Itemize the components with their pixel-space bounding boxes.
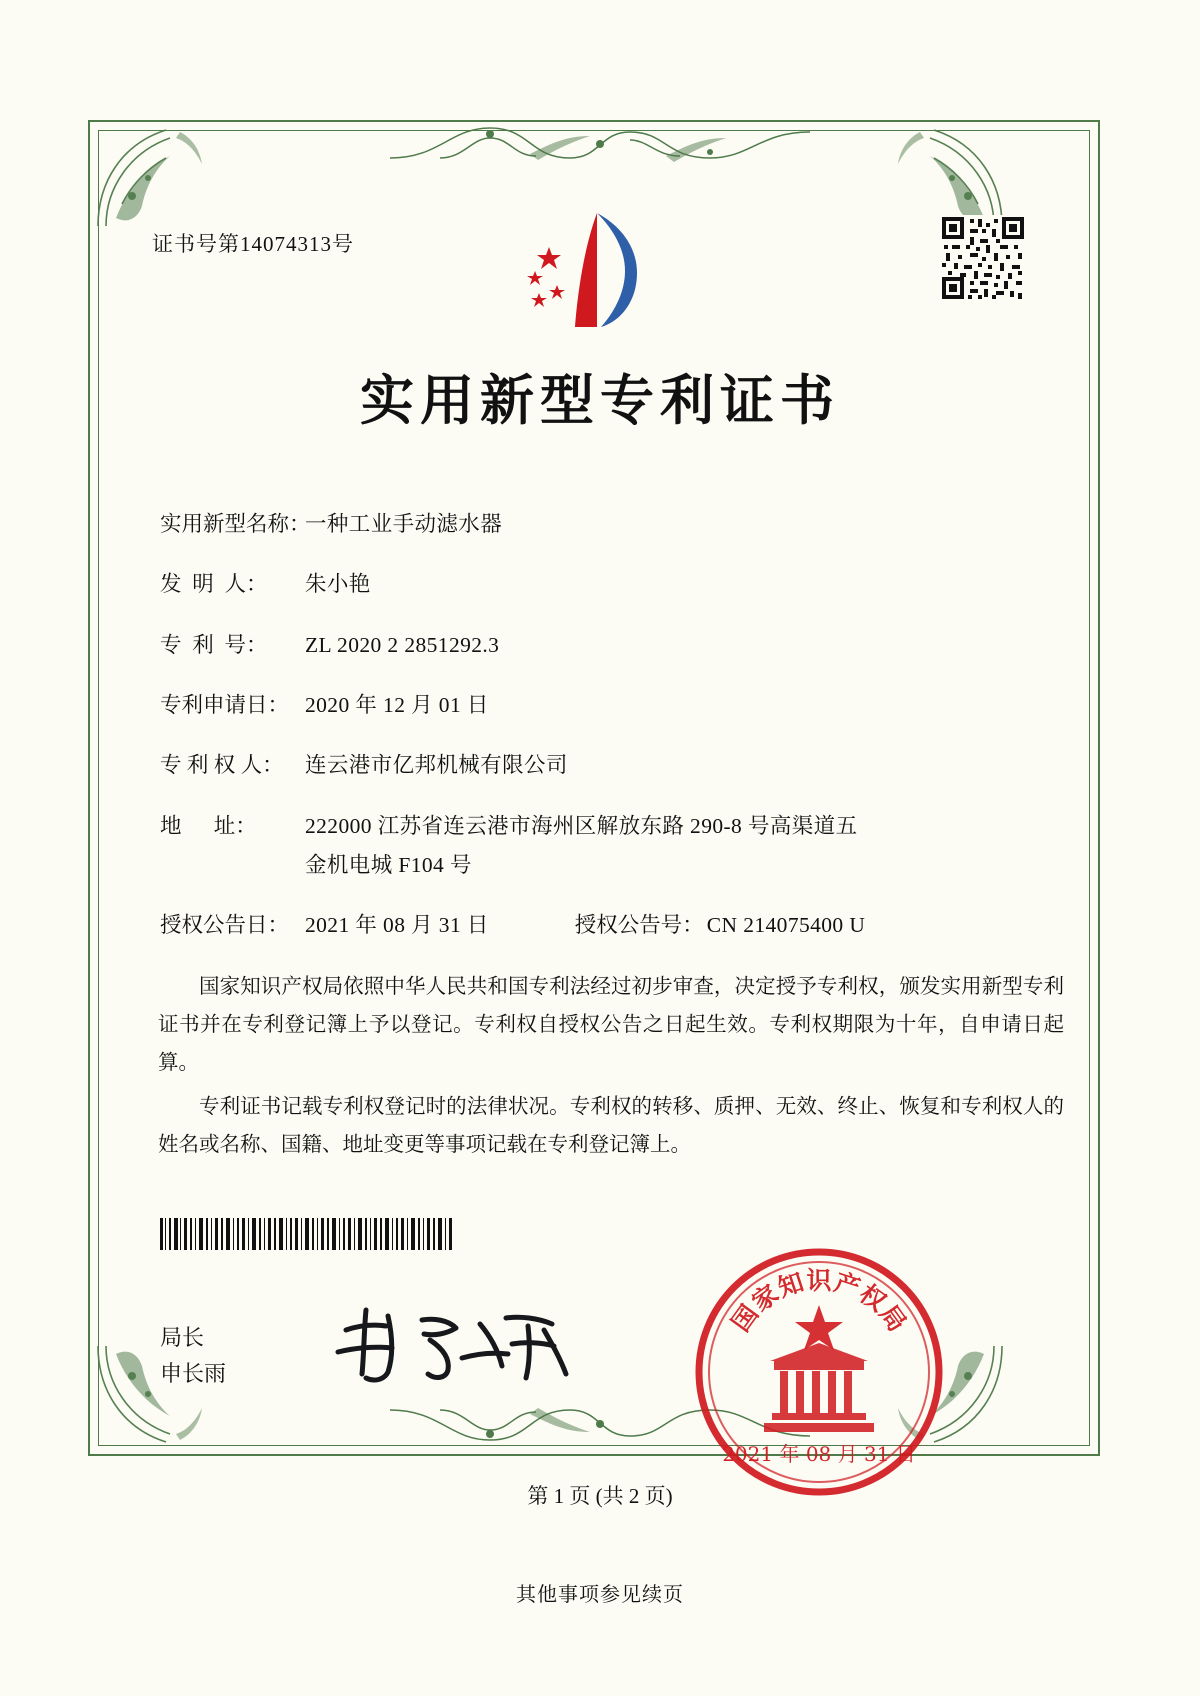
svg-text:产: 产 <box>830 1267 864 1303</box>
field-label: 专 利 权 人： <box>160 753 284 778</box>
signature-name: 申长雨 <box>160 1361 227 1387</box>
cnipa-emblem-icon <box>505 205 695 335</box>
page-title: 实用新型专利证书 <box>360 368 840 432</box>
page-number: 第 1 页 (共 2 页) <box>527 1484 673 1508</box>
field-value: 一种工业手动滤水器 <box>305 512 503 536</box>
signature-block <box>160 1320 226 1393</box>
field-label: 地 址： <box>160 813 257 838</box>
field-row-application-date <box>160 689 1060 722</box>
address-line-1: 222000 江苏省连云港市海州区解放东路 290-8 号高渠道五 <box>305 813 858 838</box>
svg-text:2021 年 08 月 31 日: 2021 年 08 月 31 日 <box>722 1442 916 1466</box>
certificate-number: 证书号第14074313号 <box>152 232 354 256</box>
field-row-patent-number <box>160 629 1060 662</box>
legal-text <box>158 968 1064 1170</box>
svg-text:家: 家 <box>746 1278 784 1318</box>
legal-paragraph-1: 国家知识产权局依照中华人民共和国专利法经过初步审查，决定授予专利权，颁发实用新型专利证书并在专利登记簿上予以登记。专利权自授权公告之日起生效。专利权期限为十年，自申请日起算。 <box>158 974 1064 1074</box>
corner-ornament-top-left-icon <box>92 122 212 232</box>
grant-date-group <box>160 909 489 942</box>
field-value: 2020 年 12 月 01 日 <box>305 692 489 717</box>
official-red-seal-icon <box>692 1245 947 1500</box>
field-label: 实用新型名称： <box>160 512 311 536</box>
field-label: 专利申请日： <box>160 692 290 717</box>
field-row-utility-model-name <box>160 508 1060 541</box>
field-row-address <box>160 810 1060 883</box>
qr-code-icon <box>940 215 1026 301</box>
svg-text:知: 知 <box>774 1267 808 1303</box>
barcode-icon <box>160 1218 460 1250</box>
signature-role: 局长 <box>160 1325 205 1350</box>
field-row-inventor <box>160 568 1060 601</box>
grant-number-value: CN 214075400 U <box>706 913 866 938</box>
field-list <box>160 508 1060 965</box>
field-value: 连云港市亿邦机械有限公司 <box>305 753 568 778</box>
field-row-grant-announcement <box>160 909 1060 942</box>
footer-note: 其他事项参见续页 <box>516 1584 684 1606</box>
legal-paragraph-2: 专利证书记载专利权登记时的法律状况。专利权的转移、质押、无效、终止、恢复和专利权人的姓名或名称、国籍、地址变更等事项记载在专利登记簿上。 <box>158 1093 1064 1156</box>
field-label: 发 明 人： <box>160 572 268 597</box>
svg-text:局: 局 <box>873 1299 913 1337</box>
top-center-ornament-icon <box>380 118 820 166</box>
handwritten-signature-icon <box>330 1300 590 1390</box>
svg-text:权: 权 <box>854 1278 892 1318</box>
field-row-patentee <box>160 749 1060 782</box>
svg-text:国: 国 <box>725 1299 765 1337</box>
grant-date-label: 授权公告日： <box>160 913 290 938</box>
svg-text:识: 识 <box>806 1266 832 1295</box>
field-label: 专 利 号： <box>160 632 268 657</box>
field-value: ZL 2020 2 2851292.3 <box>305 632 500 657</box>
grant-number-label: 授权公告号： <box>574 913 704 938</box>
field-value: 朱小艳 <box>305 572 371 597</box>
address-line-2: 金机电城 F104 号 <box>305 852 472 877</box>
grant-date-value: 2021 年 08 月 31 日 <box>305 913 489 938</box>
field-value <box>305 810 1060 883</box>
grant-number-group <box>575 909 866 942</box>
